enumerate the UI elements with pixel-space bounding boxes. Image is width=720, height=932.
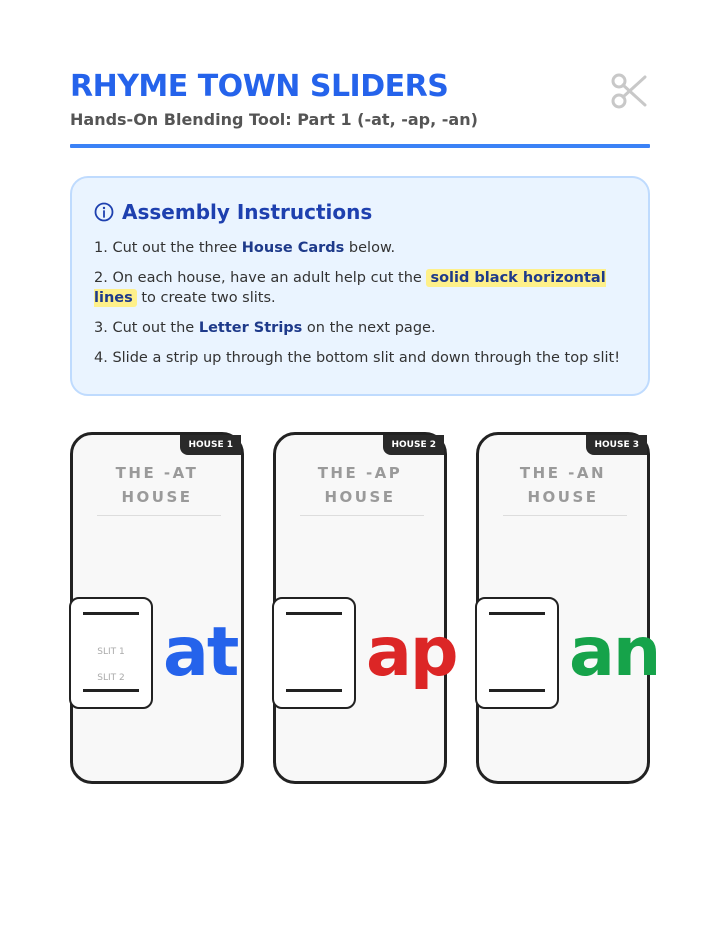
- instruction-step: 3. Cut out the Letter Strips on the next page.: [94, 320, 436, 336]
- instruction-step: 4. Slide a strip up through the bottom slit and down through the top slit!: [94, 350, 621, 366]
- strip-slot: [475, 597, 559, 709]
- house-title: THE -AT HOUSE: [115, 464, 199, 506]
- house-card-3: [476, 432, 660, 784]
- house-title: THE -AP HOUSE: [317, 464, 403, 506]
- instructions-heading: Assembly Instructions: [122, 200, 373, 224]
- house-divider: [97, 515, 221, 516]
- page-header: [70, 68, 650, 148]
- slit-bottom: [83, 689, 139, 692]
- house-card-2: [273, 432, 457, 784]
- page-subtitle: Hands-On Blending Tool: Part 1 (-at, -ap, -an): [70, 110, 478, 129]
- rime-text: an: [569, 613, 660, 692]
- slit-top: [489, 612, 545, 615]
- rime-text: ap: [366, 613, 457, 692]
- house-tag: HOUSE 3: [586, 435, 647, 455]
- instructions-header: [94, 200, 626, 224]
- strip-slot: [272, 597, 356, 709]
- rime-text: at: [163, 613, 238, 692]
- info-icon: [94, 202, 114, 222]
- scissors-icon: [610, 72, 648, 110]
- slit-label: SLIT 2: [97, 673, 125, 683]
- highlighted-text: solid black horizontal lines: [94, 270, 606, 306]
- house-card-1: [70, 432, 244, 784]
- instructions-list: [94, 238, 626, 368]
- slit-top: [83, 612, 139, 615]
- house-divider: [300, 515, 424, 516]
- strip-slot: [69, 597, 153, 709]
- slit-bottom: [286, 689, 342, 692]
- house-tag: HOUSE 1: [180, 435, 241, 455]
- slit-label: SLIT 1: [97, 647, 125, 657]
- instructions-panel: [70, 176, 650, 396]
- header-divider: [70, 144, 650, 148]
- slit-top: [286, 612, 342, 615]
- house-divider: [503, 515, 627, 516]
- page-title: RHYME TOWN SLIDERS: [70, 69, 449, 104]
- slit-bottom: [489, 689, 545, 692]
- instruction-step: 2. On each house, have an adult help cut the solid black horizontal lines to create two slits.: [94, 270, 606, 306]
- house-title: THE -AN HOUSE: [519, 464, 607, 506]
- house-tag: HOUSE 2: [383, 435, 444, 455]
- instruction-step: 1. Cut out the three House Cards below.: [94, 240, 396, 256]
